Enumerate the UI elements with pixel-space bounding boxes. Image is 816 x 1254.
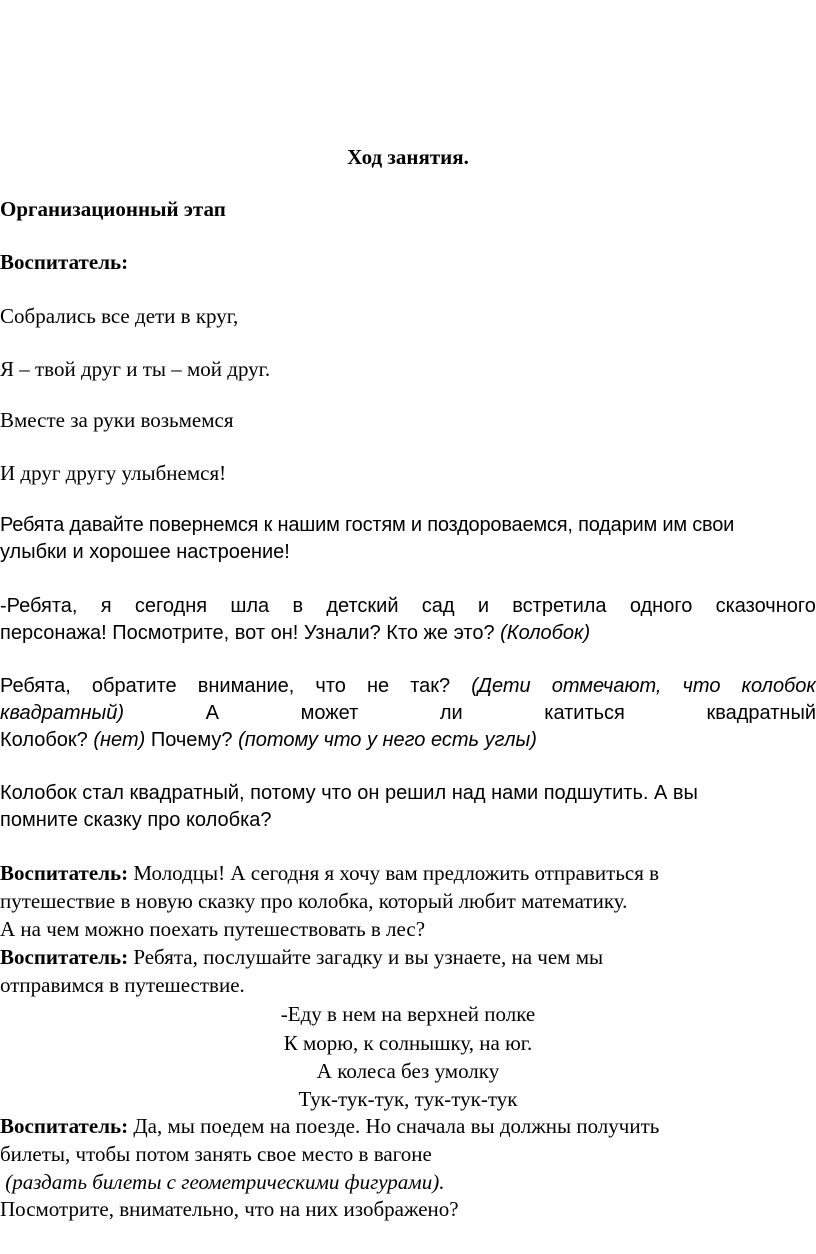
word: так? xyxy=(410,675,451,697)
riddle-text: Ребята, послушайте загадку и вы узнаете, на чем мы xyxy=(128,945,604,969)
riddle-line-1 xyxy=(0,945,816,970)
character-answer: (Колобок) xyxy=(500,622,591,644)
word: что xyxy=(315,675,346,697)
character-question: персонажа! Посмотрите, вот он! Узнали? Кто же это? xyxy=(0,622,495,644)
riddle-verse-4: Тук-тук-тук, тук-тук-тук xyxy=(298,1087,518,1111)
word: может xyxy=(300,702,359,724)
speaker-label: Воспитатель: xyxy=(0,861,129,885)
speaker-label: Воспитатель: xyxy=(0,250,129,274)
word: встретила xyxy=(512,595,607,617)
greeting-line-1: Ребята давайте повернемся к нашим гостям и поздороваемся, подарим им свои xyxy=(0,514,735,536)
greeting-line-2: улыбки и хорошее настроение! xyxy=(0,541,290,563)
poem-line-4: И друг другу улыбнемся! xyxy=(0,461,227,485)
page-title: Ход занятия. xyxy=(347,145,469,169)
square-line-2 xyxy=(0,702,816,725)
word: обратите xyxy=(91,675,177,697)
word: колобок xyxy=(741,675,816,697)
square-reason: (потому что у него есть углы) xyxy=(238,729,537,751)
word: катиться xyxy=(544,702,625,724)
joke-line-1: Колобок стал квадратный, потому что он решил над нами подшутить. А вы xyxy=(0,782,698,804)
poem-line-2: Я – твой друг и ты – мой друг. xyxy=(0,357,271,381)
word: сегодня xyxy=(134,595,208,617)
word: и xyxy=(477,595,490,617)
train-line-2: билеты, чтобы потом занять свое место в вагоне xyxy=(0,1142,432,1166)
character-line-2 xyxy=(0,622,816,645)
journey-line-3: А на чем можно поехать путешествовать в лес? xyxy=(0,917,426,941)
joke-line-2: помните сказку про колобка? xyxy=(0,809,272,831)
word: Ребята, xyxy=(0,675,71,697)
train-text: Да, мы поедем на поезде. Но сначала вы должны получить xyxy=(128,1114,660,1138)
poem-line-3: Вместе за руки возьмемся xyxy=(0,408,234,432)
word: что xyxy=(682,675,721,697)
character-line-1 xyxy=(0,595,816,618)
square-line-3 xyxy=(0,729,816,752)
riddle-verse-1: -Еду в нем на верхней полке xyxy=(280,1002,536,1026)
word: шла xyxy=(230,595,270,617)
word: сад xyxy=(421,595,455,617)
word: я xyxy=(100,595,112,617)
journey-line-1 xyxy=(0,861,816,886)
square-question: Колобок? xyxy=(0,729,88,751)
square-line-1 xyxy=(0,675,816,698)
word: (Дети xyxy=(471,675,531,697)
square-answer: (нет) xyxy=(93,729,146,751)
word: внимание, xyxy=(197,675,295,697)
word: А xyxy=(205,702,219,724)
word: в xyxy=(292,595,304,617)
word: отмечают, xyxy=(551,675,662,697)
word: сказочного xyxy=(715,595,816,617)
speaker-label: Воспитатель: xyxy=(0,945,129,969)
word: квадратный xyxy=(706,702,816,724)
word: детский xyxy=(326,595,399,617)
train-line-1 xyxy=(0,1114,816,1139)
journey-line-2: путешествие в новую сказку про колобка, который любит математику. xyxy=(0,889,628,913)
word: не xyxy=(366,675,390,697)
square-why: Почему? xyxy=(150,729,233,751)
word: одного xyxy=(629,595,693,617)
poem-line-1: Собрались все дети в круг, xyxy=(0,304,239,328)
word: ли xyxy=(439,702,463,724)
riddle-verse-2: К морю, к солнышку, на юг. xyxy=(283,1031,533,1055)
train-stage-direction: (раздать билеты с геометрическими фигурами). xyxy=(0,1170,445,1194)
word: квадратный) xyxy=(0,702,125,724)
riddle-verse-3: А колеса без умолку xyxy=(316,1059,500,1083)
riddle-line-2: отправимся в путешествие. xyxy=(0,973,245,997)
section-heading: Организационный этап xyxy=(0,197,226,221)
train-line-4: Посмотрите, внимательно, что на них изображено? xyxy=(0,1197,459,1221)
speaker-label: Воспитатель: xyxy=(0,1114,129,1138)
journey-text: Молодцы! А сегодня я хочу вам предложить отправиться в xyxy=(128,861,660,885)
word: -Ребята, xyxy=(0,595,78,617)
